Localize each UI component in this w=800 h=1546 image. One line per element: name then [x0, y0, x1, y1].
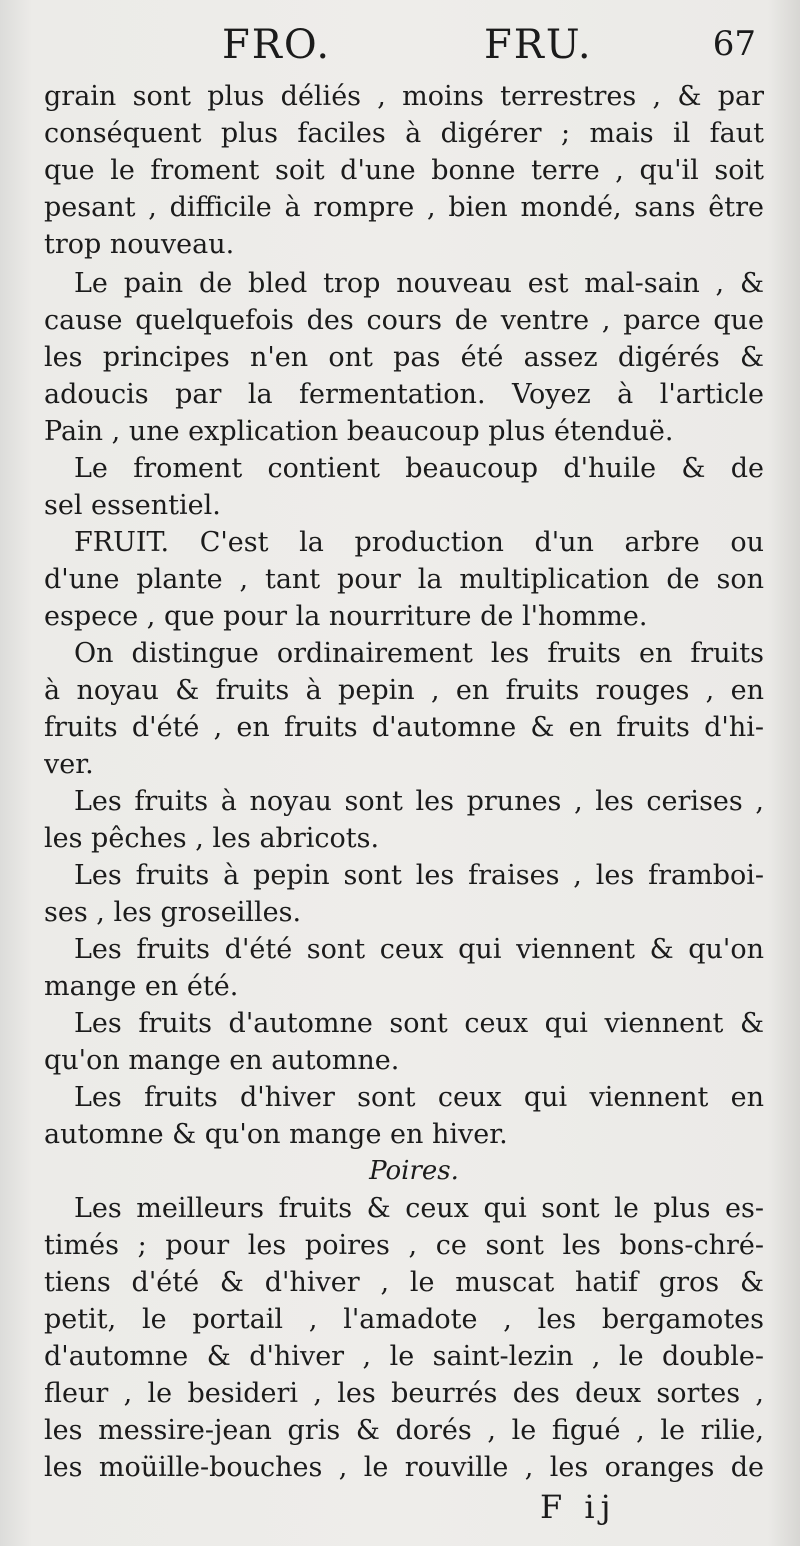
text-line: qu'on mange en automne.: [44, 1045, 400, 1076]
text-line: trop nouveau.: [44, 229, 235, 260]
signature-mark: F ij: [540, 1488, 617, 1526]
header-left-word: FRO.: [222, 22, 332, 68]
text-line: Les meilleurs fruits & ceux qui sont le plus es-: [74, 1193, 764, 1224]
text-line: grain sont plus déliés , moins terrestres , & par: [44, 81, 764, 112]
text-line: d'une plante , tant pour la multiplication de son: [44, 564, 764, 595]
text-line: ses , les groseilles.: [44, 897, 302, 928]
text-line: Les fruits d'hiver sont ceux qui viennent en: [74, 1082, 764, 1113]
text-line: les pêches , les abricots.: [44, 823, 380, 854]
text-line: On distingue ordinairement les fruits en fruits: [74, 638, 764, 669]
text-line: mange en été.: [44, 971, 239, 1002]
text-line: petit, le portail , l'amadote , les bergamotes: [44, 1304, 764, 1335]
text-line: tiens d'été & d'hiver , le muscat hatif gros &: [44, 1267, 764, 1298]
text-line: conséquent plus faciles à digérer ; mais il faut: [44, 118, 764, 149]
subheading: Poires.: [369, 1156, 459, 1186]
text-line: les moüille-bouches , le rouville , les oranges de: [44, 1452, 764, 1483]
text-line: pesant , difficile à rompre , bien mondé, sans être: [44, 192, 764, 223]
text-line: les messire-jean gris & dorés , le figué , le rilie,: [44, 1415, 764, 1446]
text-line: à noyau & fruits à pepin , en fruits rouges , en: [44, 675, 764, 706]
text-line: espece , que pour la nourriture de l'homme.: [44, 601, 648, 632]
text-line: timés ; pour les poires , ce sont les bons-chré-: [44, 1230, 764, 1261]
text-line: Le pain de bled trop nouveau est mal-sain , &: [74, 268, 764, 299]
text-line: FRUIT. C'est la production d'un arbre ou: [74, 527, 764, 558]
text-line: Les fruits à noyau sont les prunes , les cerises ,: [74, 786, 764, 817]
body-text: [44, 78, 764, 1153]
text-line: Le froment contient beaucoup d'huile & de: [74, 453, 764, 484]
page-number: 67: [712, 24, 756, 64]
text-line: Pain , une explication beaucoup plus étenduë.: [44, 416, 674, 447]
text-line: que le froment soit d'une bonne terre , qu'il soit: [44, 155, 764, 186]
text-line: sel essentiel.: [44, 490, 221, 521]
text-line: ver.: [44, 749, 94, 780]
text-line: les principes n'en ont pas été assez digérés &: [44, 342, 764, 373]
text-line: cause quelquefois des cours de ventre , parce que: [44, 305, 764, 336]
text-line: Les fruits d'été sont ceux qui viennent & qu'on: [74, 934, 764, 965]
text-line: fleur , le besideri , les beurrés des deux sortes ,: [44, 1378, 764, 1409]
text-line: d'automne & d'hiver , le saint-lezin , le double-: [44, 1341, 764, 1372]
text-line: Les fruits d'automne sont ceux qui viennent &: [74, 1008, 764, 1039]
text-line: fruits d'été , en fruits d'automne & en fruits d'hi-: [44, 712, 764, 743]
running-header: [44, 22, 764, 78]
header-right-word: FRU.: [484, 22, 593, 68]
text-line: Les fruits à pepin sont les fraises , les framboi-: [74, 860, 764, 891]
body-text-continued: [44, 1190, 764, 1486]
text-line: automne & qu'on mange en hiver.: [44, 1119, 508, 1150]
text-line: adoucis par la fermentation. Voyez à l'article: [44, 379, 764, 410]
